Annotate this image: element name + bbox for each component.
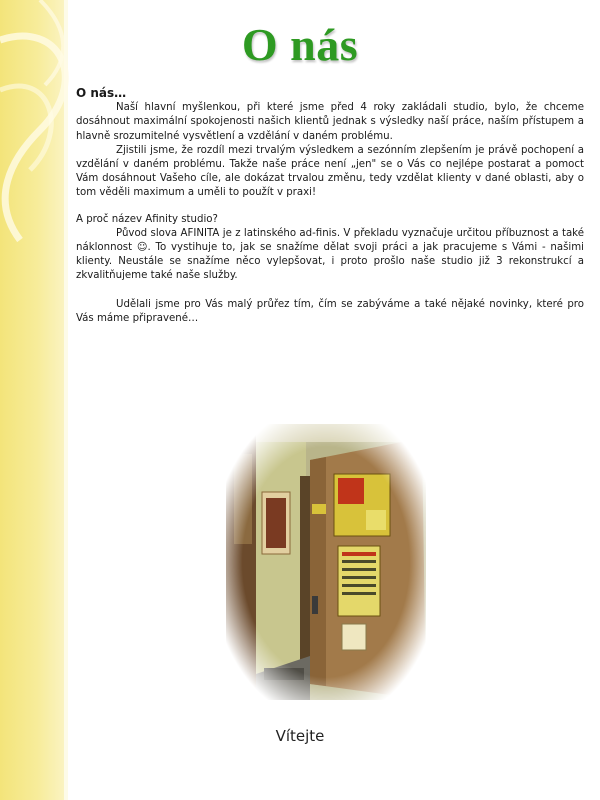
page-title: O nás (241, 19, 359, 70)
section-heading: O nás… (76, 86, 127, 100)
paragraph: Naší hlavní myšlenkou, při které jsme před 4 roky zakládali studio, bylo, že chceme dosáhnout maximální spokojenosti našich klientů jednak s výsledky naší práce, naším přístupem a hlavně srozumitelné vysvětlení a vzdělání v daném problému. (76, 102, 584, 142)
photo-illustration (226, 424, 426, 700)
paragraph: Původ slova AFINITA je z latinského ad-finis. V překladu vyznačuje určitou příbuznost a také náklonnost ☺. To vystihuje to, jak se snažíme dělat svoji práci a jak pracujeme s Vámi - našimi klienty. Neustále se snažíme něco vylepšovat, i proto prošlo naše studio již 3 rekonstrukcí a zkvalitňujeme také naše služby. (76, 227, 584, 282)
paragraph: Zjistili jsme, že rozdíl mezi trvalým výsledkem a sezónním zlepšením je právě pochopení a vzdělání v daném problému. Takže naše práce není „jen" se o Vás co nejlépe postarat a pomoct Vám dosáhnout Vašeho cíle, ale dokázat trvalou změnu, tedy vzdělat klienty v dané oblasti, aby o tom věděli maximum a uměli to použít v praxi! (76, 144, 584, 199)
welcome-caption: Vítejte (275, 727, 325, 745)
paragraph: Udělali jsme pro Vás malý průřez tím, čím se zabýváme a také nějaké novinky, které pro Vás máme připravené… (76, 298, 584, 324)
main-content (76, 86, 584, 326)
subheading-question: A proč název Afinity studio? (76, 213, 218, 225)
studio-entrance-photo (226, 424, 426, 700)
